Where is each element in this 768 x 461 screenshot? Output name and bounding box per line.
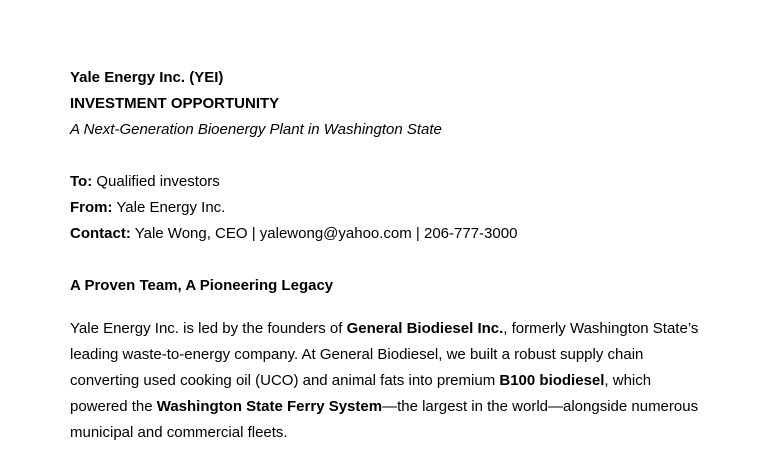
document-heading: INVESTMENT OPPORTUNITY xyxy=(70,95,280,112)
section-title: A Proven Team, A Pioneering Legacy xyxy=(70,277,334,294)
memo-to-label: To: xyxy=(70,173,93,190)
paragraph-text: , which xyxy=(604,372,652,389)
memo-contact-value: Yale Wong, CEO | yalewong@yahoo.com | 206-777-3000 xyxy=(130,225,518,242)
paragraph-line: municipal and commercial fleets. xyxy=(70,424,288,441)
paragraph-bold-text: B100 biodiesel xyxy=(499,372,605,389)
paragraph-line: leading waste-to-energy company. At General Biodiesel, we built a robust supply chain xyxy=(70,346,644,363)
paragraph-line xyxy=(70,394,720,420)
paragraph-text: Yale Energy Inc. is led by the founders of xyxy=(70,320,347,337)
paragraph-text: —the largest in the world—alongside numerous xyxy=(382,398,699,415)
paragraph-text: , formerly Washington State’s xyxy=(503,320,699,337)
paragraph-text: converting used cooking oil (UCO) and animal fats into premium xyxy=(70,372,500,389)
memo-contact xyxy=(70,224,517,244)
memo-from-value: Yale Energy Inc. xyxy=(112,199,226,216)
memo-from-label: From: xyxy=(70,199,113,216)
document-subtitle: A Next-Generation Bioenergy Plant in Washington State xyxy=(70,121,442,138)
section-paragraph xyxy=(70,316,720,446)
paragraph-bold-text: General Biodiesel Inc. xyxy=(346,320,504,337)
memo-to-value: Qualified investors xyxy=(92,173,220,190)
paragraph-text: powered the xyxy=(70,398,157,415)
paragraph-line xyxy=(70,368,720,394)
memo-from xyxy=(70,198,225,218)
memo-contact-label: Contact: xyxy=(70,225,131,242)
paragraph-bold-text: Washington State Ferry System xyxy=(156,398,383,415)
paragraph-line xyxy=(70,316,720,342)
company-name: Yale Energy Inc. (YEI) xyxy=(70,69,224,86)
memo-to xyxy=(70,172,220,192)
